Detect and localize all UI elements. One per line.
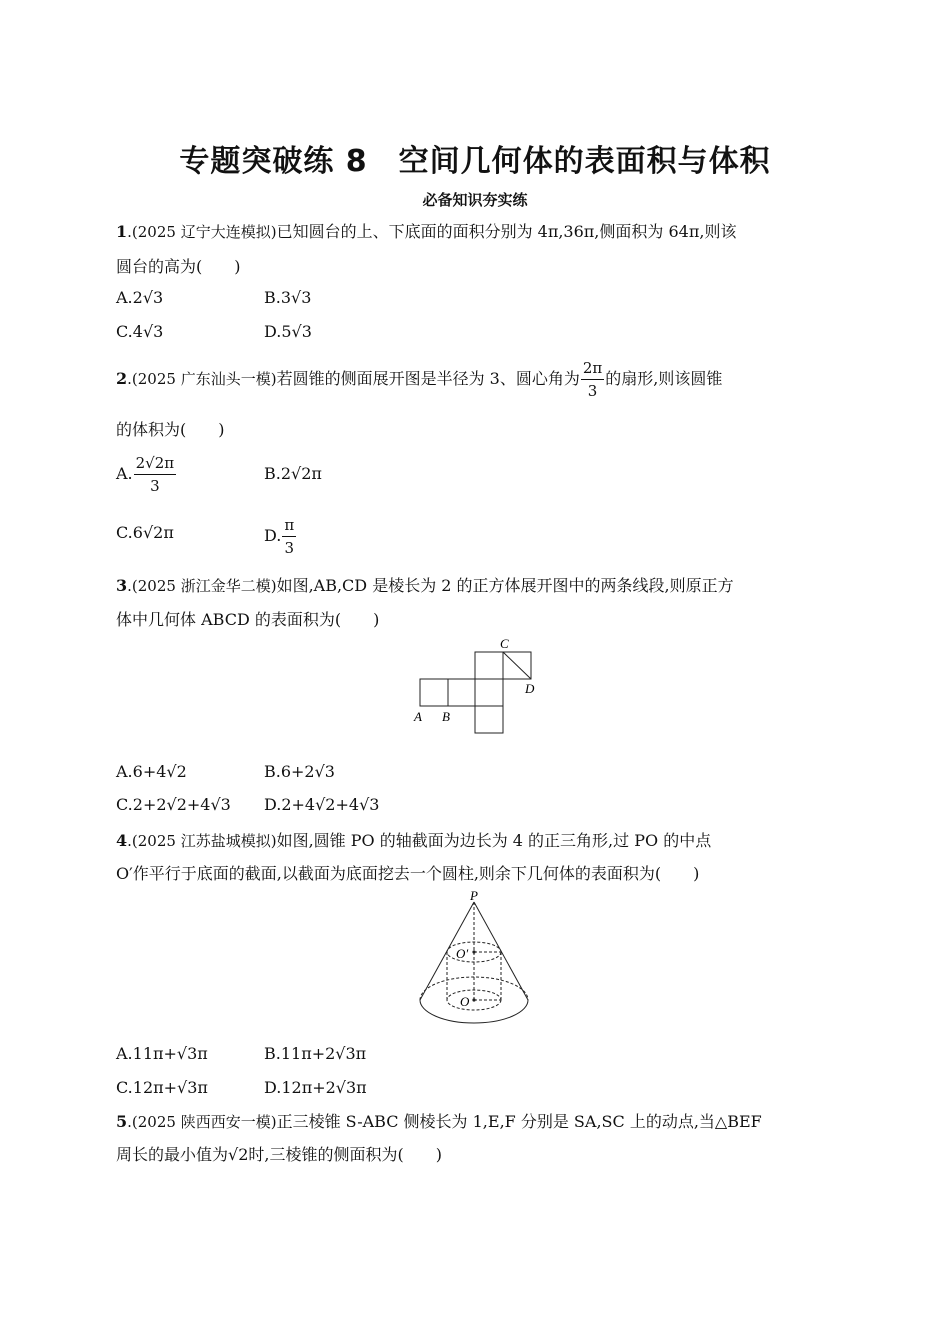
fraction — [134, 452, 177, 497]
net-square — [475, 706, 503, 733]
q1-option-c[interactable]: C.4√3 — [116, 322, 164, 341]
question-5-line-2: 周长的最小值为√2时,三棱锥的侧面积为( ) — [116, 1145, 442, 1164]
label-d: D — [525, 681, 535, 696]
q3-option-d[interactable]: D.2+4√2+4√3 — [264, 795, 380, 814]
fraction-numerator: π — [282, 514, 296, 537]
q3-option-b[interactable]: B.6+2√3 — [264, 762, 335, 781]
question-number: 3 — [116, 576, 128, 595]
net-square — [475, 652, 503, 679]
question-4 — [116, 829, 711, 853]
net-square — [420, 679, 448, 706]
q4-option-b[interactable]: B.11π+2√3π — [264, 1044, 367, 1063]
question-text: 正三棱锥 S-ABC 侧棱长为 1,E,F 分别是 SA,SC 上的动点,当△BEF — [276, 1112, 762, 1131]
fraction-numerator: 2π — [581, 357, 604, 380]
question-text-after: 的扇形,则该圆锥 — [605, 369, 723, 388]
option-letter: D. — [264, 526, 282, 545]
question-number: 2 — [116, 369, 128, 388]
question-3-line-2: 体中几何体 ABCD 的表面积为( ) — [116, 610, 380, 629]
question-1 — [116, 220, 736, 244]
q4-option-a[interactable]: A.11π+√3π — [116, 1044, 208, 1063]
question-source: .(2025 辽宁大连模拟) — [127, 223, 277, 241]
question-text: 若圆锥的侧面展开图是半径为 3、圆心角为 — [276, 369, 580, 388]
q3-option-a[interactable]: A.6+4√2 — [116, 762, 187, 781]
question-source: .(2025 陕西西安一模) — [127, 1113, 277, 1131]
label-b: B — [442, 709, 450, 724]
q2-option-c[interactable]: C.6√2π — [116, 523, 174, 542]
option-letter: A. — [116, 464, 133, 483]
label-c: C — [500, 636, 509, 651]
fraction-denominator: 3 — [284, 539, 295, 557]
question-number: 5 — [116, 1112, 128, 1131]
cone-base-front — [420, 1000, 528, 1023]
question-text: 已知圆台的上、下底面的面积分别为 4π,36π,侧面积为 64π,则该 — [276, 222, 737, 241]
cone-figure — [410, 888, 540, 1028]
section-subtitle: 必备知识夯实练 — [422, 191, 528, 209]
q2-option-b[interactable]: B.2√2π — [264, 464, 322, 483]
net-square — [448, 679, 475, 706]
question-1-line-2: 圆台的高为( ) — [116, 257, 241, 276]
fraction-numerator: 2√2π — [134, 452, 177, 475]
question-source: .(2025 广东汕头一模) — [127, 370, 277, 388]
page-title: 专题突破练 8 空间几何体的表面积与体积 — [179, 144, 771, 179]
q1-option-b[interactable]: B.3√3 — [264, 288, 312, 307]
question-text: 如图,AB,CD 是棱长为 2 的正方体展开图中的两条线段,则原正方 — [276, 576, 734, 595]
q1-option-d[interactable]: D.5√3 — [264, 322, 312, 341]
question-2-line-2: 的体积为( ) — [116, 420, 225, 439]
q1-option-a[interactable]: A.2√3 — [116, 288, 164, 307]
question-5 — [116, 1110, 762, 1134]
question-4-line-2: O′作平行于底面的截面,以截面为底面挖去一个圆柱,则余下几何体的表面积为( ) — [116, 864, 700, 883]
label-o: O — [460, 994, 470, 1009]
q3-option-c[interactable]: C.2+2√2+4√3 — [116, 795, 231, 814]
question-source: .(2025 江苏盐城模拟) — [127, 832, 277, 850]
label-o-prime: O′ — [456, 946, 469, 961]
question-number: 1 — [116, 222, 128, 241]
question-3 — [116, 574, 734, 598]
segment-cd — [503, 652, 531, 679]
q2-option-d[interactable] — [264, 514, 297, 559]
q4-option-d[interactable]: D.12π+2√3π — [264, 1078, 367, 1097]
net-square — [475, 679, 503, 706]
fraction — [282, 514, 296, 559]
q2-option-a[interactable] — [116, 452, 177, 497]
fraction — [581, 357, 604, 402]
fraction-denominator: 3 — [150, 477, 160, 495]
label-p: P — [470, 888, 478, 903]
question-source: .(2025 浙江金华二模) — [127, 577, 277, 595]
q4-option-c[interactable]: C.12π+√3π — [116, 1078, 208, 1097]
cube-net-figure — [408, 634, 548, 738]
point-o — [472, 998, 475, 1001]
question-2 — [116, 356, 722, 402]
fraction-denominator: 3 — [587, 382, 598, 400]
label-a: A — [414, 709, 422, 724]
question-number: 4 — [116, 831, 128, 850]
point-o1 — [472, 950, 475, 953]
question-text: 如图,圆锥 PO 的轴截面为边长为 4 的正三角形,过 PO 的中点 — [276, 831, 712, 850]
